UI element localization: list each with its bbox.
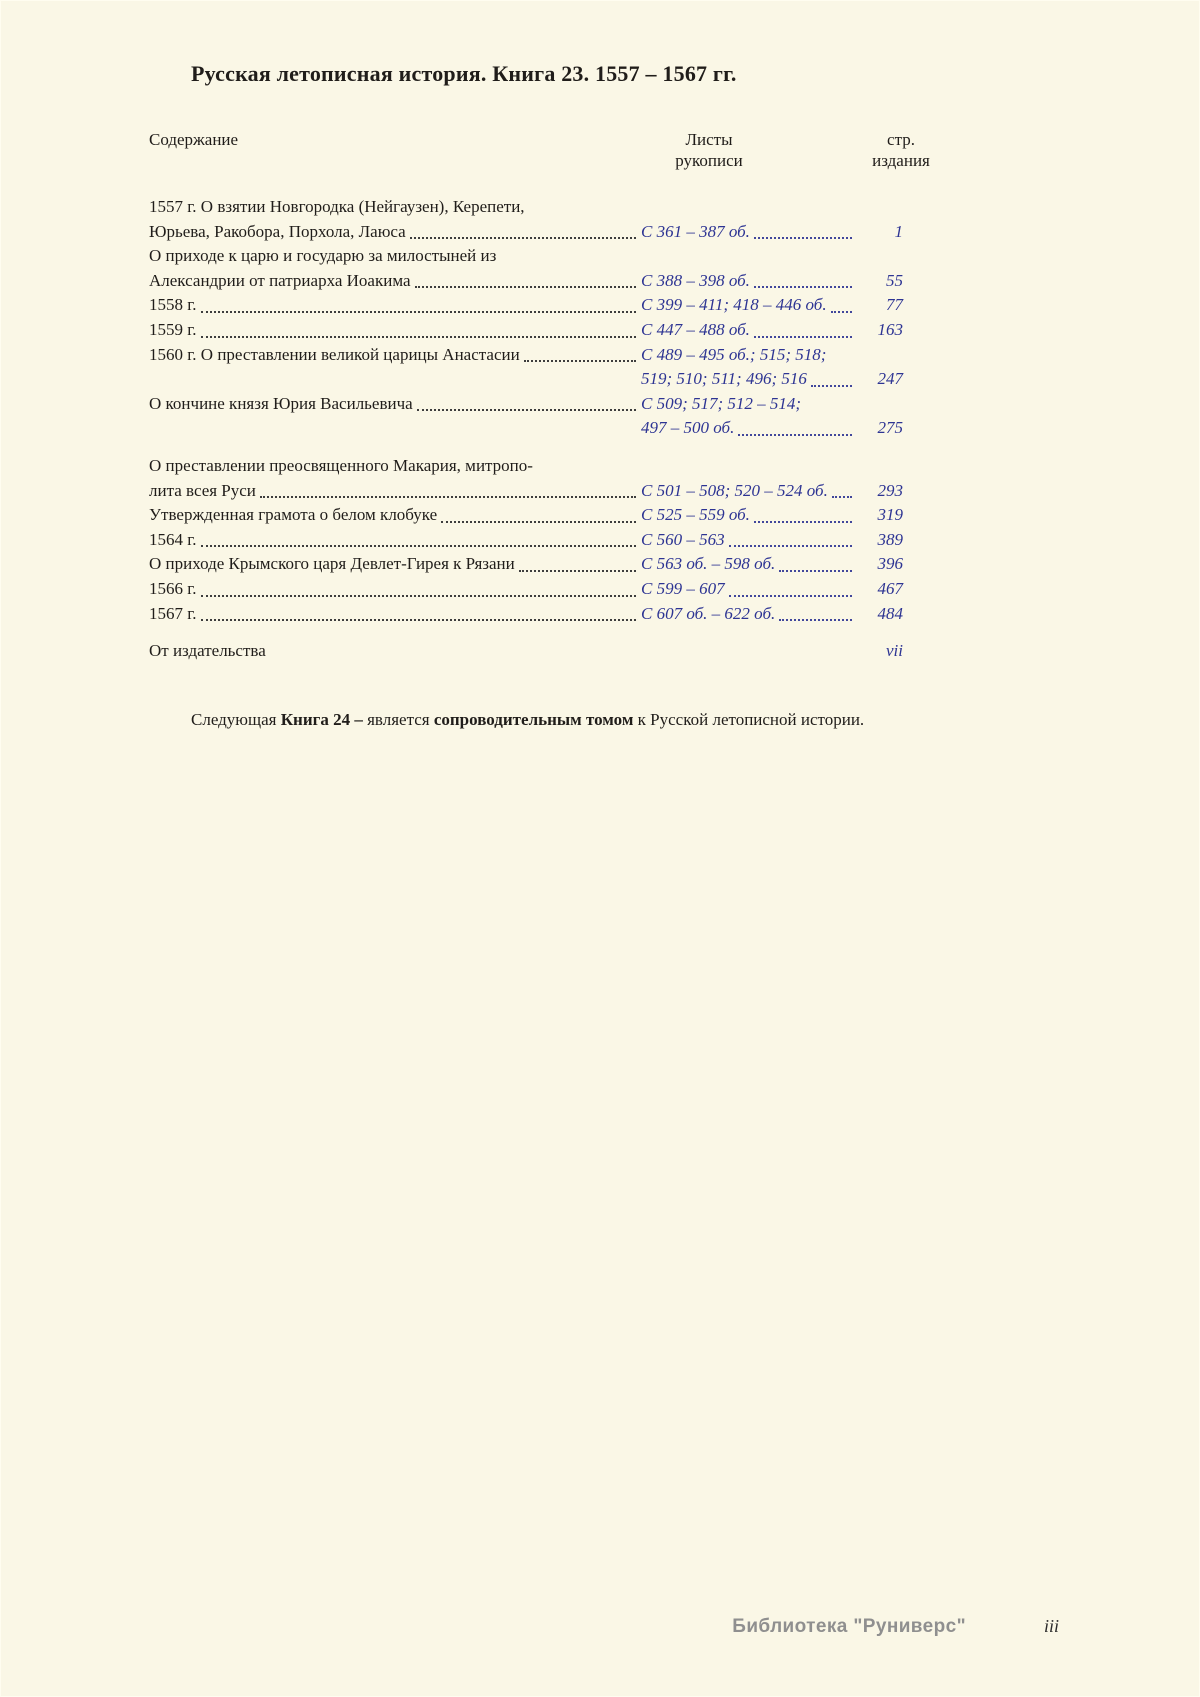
entry-sheets-cell <box>641 367 857 392</box>
dotted-leader <box>734 416 857 441</box>
entry-page-cell <box>857 454 945 479</box>
entry-sheets-text: 497 – 500 об. <box>641 418 735 438</box>
entry-title-text: О приходе к царю и государю за милостыней из <box>149 246 497 266</box>
dotted-leader <box>750 503 857 528</box>
entry-page-cell <box>857 639 945 664</box>
entry-page-number: 163 <box>877 319 903 339</box>
toc-entry <box>149 343 945 392</box>
dotted-leader <box>725 577 857 602</box>
toc-line <box>149 392 945 417</box>
entry-sheets-cell <box>641 220 857 245</box>
dotted-leader <box>775 602 857 627</box>
toc-entries <box>149 195 945 664</box>
entry-sheets-cell <box>641 244 857 269</box>
entry-page-number: 319 <box>877 505 903 525</box>
entry-sheets-cell <box>641 552 857 577</box>
entry-title-text: 1567 г. <box>149 603 197 623</box>
entry-sheets-text: С 361 – 387 об. <box>641 221 750 241</box>
note-segment: Книга 24 – <box>280 709 363 729</box>
entry-sheets-cell <box>641 479 857 504</box>
toc-header-sheets-line2: рукописи <box>675 151 743 170</box>
entry-title-cell <box>149 639 641 664</box>
dotted-leader <box>437 503 641 528</box>
dotted-leader <box>406 220 641 245</box>
entry-title-text: От издательства <box>149 641 266 661</box>
page-footer <box>732 1616 1059 1638</box>
entry-title-text: О приходе Крымского царя Девлет-Гирея к Рязани <box>149 554 515 574</box>
entry-page-cell <box>857 528 945 553</box>
entry-page-cell <box>857 195 945 220</box>
toc-entry <box>149 528 945 553</box>
toc-line <box>149 577 945 602</box>
toc-line <box>149 602 945 627</box>
dotted-leader <box>197 293 641 318</box>
dotted-leader <box>413 392 641 417</box>
toc-entry <box>149 552 945 577</box>
toc-header-content: Содержание <box>149 130 239 149</box>
entry-sheets-text: С 399 – 411; 418 – 446 об. <box>641 295 827 315</box>
entry-title-cell <box>149 528 641 553</box>
entry-sheets-text: С 501 – 508; 520 – 524 об. <box>641 480 828 500</box>
toc-line <box>149 479 945 504</box>
toc-line <box>149 318 945 343</box>
entry-page-cell <box>857 392 945 417</box>
toc-line <box>149 244 945 269</box>
entry-page-number: 1 <box>894 221 903 241</box>
dotted-leader <box>828 479 857 504</box>
entry-title-cell <box>149 220 641 245</box>
entry-sheets-cell <box>641 269 857 294</box>
toc-entry <box>149 577 945 602</box>
toc-line <box>149 416 945 441</box>
dotted-leader <box>515 552 641 577</box>
dotted-leader <box>197 577 641 602</box>
entry-page-number: 484 <box>877 603 903 623</box>
toc-line <box>149 528 945 553</box>
toc-header-page-line1: стр. <box>887 130 915 149</box>
entry-page-cell <box>857 293 945 318</box>
entry-sheets-cell <box>641 293 857 318</box>
note-segment: является <box>362 709 434 729</box>
entry-page-number: 77 <box>886 295 903 315</box>
entry-sheets-text: С 447 – 488 об. <box>641 319 750 339</box>
entry-page-cell <box>857 552 945 577</box>
entry-page-cell <box>857 343 945 368</box>
entry-title-cell <box>149 416 641 441</box>
entry-page-cell <box>857 244 945 269</box>
toc-line <box>149 269 945 294</box>
dotted-leader <box>197 318 641 343</box>
publisher-note <box>191 710 1199 730</box>
toc-line <box>149 552 945 577</box>
dotted-leader <box>256 479 641 504</box>
toc-header-sheets-line1: Листы <box>685 130 733 149</box>
entry-title-cell <box>149 318 641 343</box>
entry-sheets-text: 519; 510; 511; 496; 516 <box>641 369 807 389</box>
entry-page-number: 55 <box>886 270 903 290</box>
toc-line <box>149 195 945 220</box>
toc-entry <box>149 195 945 244</box>
toc-entry <box>149 244 945 293</box>
entry-page-cell <box>857 479 945 504</box>
entry-title-cell <box>149 195 641 220</box>
toc-entry <box>149 392 945 441</box>
entry-sheets-cell <box>641 639 857 664</box>
note-segment: Следующая <box>191 709 281 729</box>
toc-entry <box>149 503 945 528</box>
entry-sheets-cell <box>641 416 857 441</box>
entry-sheets-cell <box>641 454 857 479</box>
entry-page-cell <box>857 220 945 245</box>
dotted-leader <box>775 552 857 577</box>
dotted-leader <box>807 367 857 392</box>
dotted-leader <box>411 269 641 294</box>
entry-sheets-cell <box>641 392 857 417</box>
toc-entry <box>149 454 945 503</box>
toc-entry <box>149 602 945 627</box>
toc-line <box>149 639 945 664</box>
toc-line <box>149 293 945 318</box>
entry-title-text: 1564 г. <box>149 529 197 549</box>
dotted-leader <box>197 602 641 627</box>
page-title: Русская летописная история. Книга 23. 1557 – 1567 гг. <box>191 61 737 86</box>
entry-page-cell <box>857 577 945 602</box>
entry-title-cell <box>149 343 641 368</box>
entry-sheets-text: С 607 об. – 622 об. <box>641 603 776 623</box>
toc-entry <box>149 293 945 318</box>
entry-title-cell <box>149 479 641 504</box>
entry-title-text: 1560 г. О преставлении великой царицы Анастасии <box>149 344 520 364</box>
entry-sheets-cell <box>641 343 857 368</box>
toc-entry <box>149 318 945 343</box>
entry-sheets-text: С 525 – 559 об. <box>641 505 750 525</box>
entry-sheets-cell <box>641 528 857 553</box>
entry-title-cell <box>149 602 641 627</box>
toc-line <box>149 220 945 245</box>
toc-header-page-line2: издания <box>872 151 930 170</box>
entry-title-text: 1557 г. О взятии Новгородка (Нейгаузен), Керепети, <box>149 197 525 216</box>
entry-title-text: 1566 г. <box>149 578 197 598</box>
entry-title-text: Утвержденная грамота о белом клобуке <box>149 505 438 525</box>
entry-page-number: 396 <box>877 554 903 574</box>
dotted-leader <box>725 528 857 553</box>
entry-page-number: 389 <box>877 529 903 549</box>
toc-line <box>149 367 945 392</box>
toc-header-page <box>857 129 945 171</box>
entry-sheets-cell <box>641 318 857 343</box>
entry-title-text: О преставлении преосвященного Макария, митропо- <box>149 455 533 475</box>
entry-page-number: 293 <box>877 480 903 500</box>
toc-header-sheets <box>641 129 857 171</box>
entry-page-cell <box>857 269 945 294</box>
toc-line <box>149 343 945 368</box>
entry-page-number: vii <box>886 641 903 661</box>
entry-title-text: Юрьева, Ракобора, Порхола, Лаюса <box>149 221 406 241</box>
entry-sheets-cell <box>641 195 857 220</box>
note-segment: к Русской летописной истории. <box>633 709 865 729</box>
dotted-leader <box>827 293 857 318</box>
entry-title-cell <box>149 577 641 602</box>
entry-sheets-text: С 599 – 607 <box>641 578 725 598</box>
dotted-leader <box>750 220 857 245</box>
entry-page-number: 467 <box>877 578 903 598</box>
entry-sheets-cell <box>641 602 857 627</box>
toc-entry <box>149 639 945 664</box>
entry-sheets-text: С 560 – 563 <box>641 529 725 549</box>
dotted-leader <box>750 318 857 343</box>
entry-page-number: 275 <box>877 418 903 438</box>
entry-title-cell <box>149 454 641 479</box>
entry-title-text: Александрии от патриарха Иоакима <box>149 270 411 290</box>
note-segment: сопроводительным томом <box>433 709 634 729</box>
table-of-contents <box>149 129 945 664</box>
entry-page-number: 247 <box>877 369 903 389</box>
entry-page-cell <box>857 367 945 392</box>
toc-line <box>149 503 945 528</box>
entry-title-cell <box>149 392 641 417</box>
library-watermark: Библиотека "Руниверс" <box>732 1616 966 1637</box>
entry-sheets-cell <box>641 577 857 602</box>
entry-title-cell <box>149 503 641 528</box>
entry-page-cell <box>857 503 945 528</box>
entry-title-cell <box>149 244 641 269</box>
toc-line <box>149 454 945 479</box>
entry-page-cell <box>857 602 945 627</box>
entry-page-cell <box>857 416 945 441</box>
entry-sheets-text: С 489 – 495 об.; 515; 518; <box>641 344 827 364</box>
entry-sheets-text: С 388 – 398 об. <box>641 270 750 290</box>
entry-title-text: лита всея Руси <box>149 480 256 500</box>
entry-sheets-text: С 563 об. – 598 об. <box>641 554 776 574</box>
entry-sheets-text: С 509; 517; 512 – 514; <box>641 393 802 413</box>
dotted-leader <box>197 528 641 553</box>
entry-title-cell <box>149 293 641 318</box>
entry-title-cell <box>149 269 641 294</box>
dotted-leader <box>750 269 857 294</box>
entry-sheets-cell <box>641 503 857 528</box>
dotted-leader <box>520 343 641 368</box>
entry-title-cell <box>149 367 641 392</box>
entry-title-text: О кончине князя Юрия Васильевича <box>149 393 413 413</box>
entry-title-text: 1558 г. <box>149 295 197 315</box>
entry-page-cell <box>857 318 945 343</box>
page-number: iii <box>1043 1616 1059 1636</box>
entry-title-cell <box>149 552 641 577</box>
toc-header <box>149 129 945 171</box>
entry-title-text: 1559 г. <box>149 319 197 339</box>
